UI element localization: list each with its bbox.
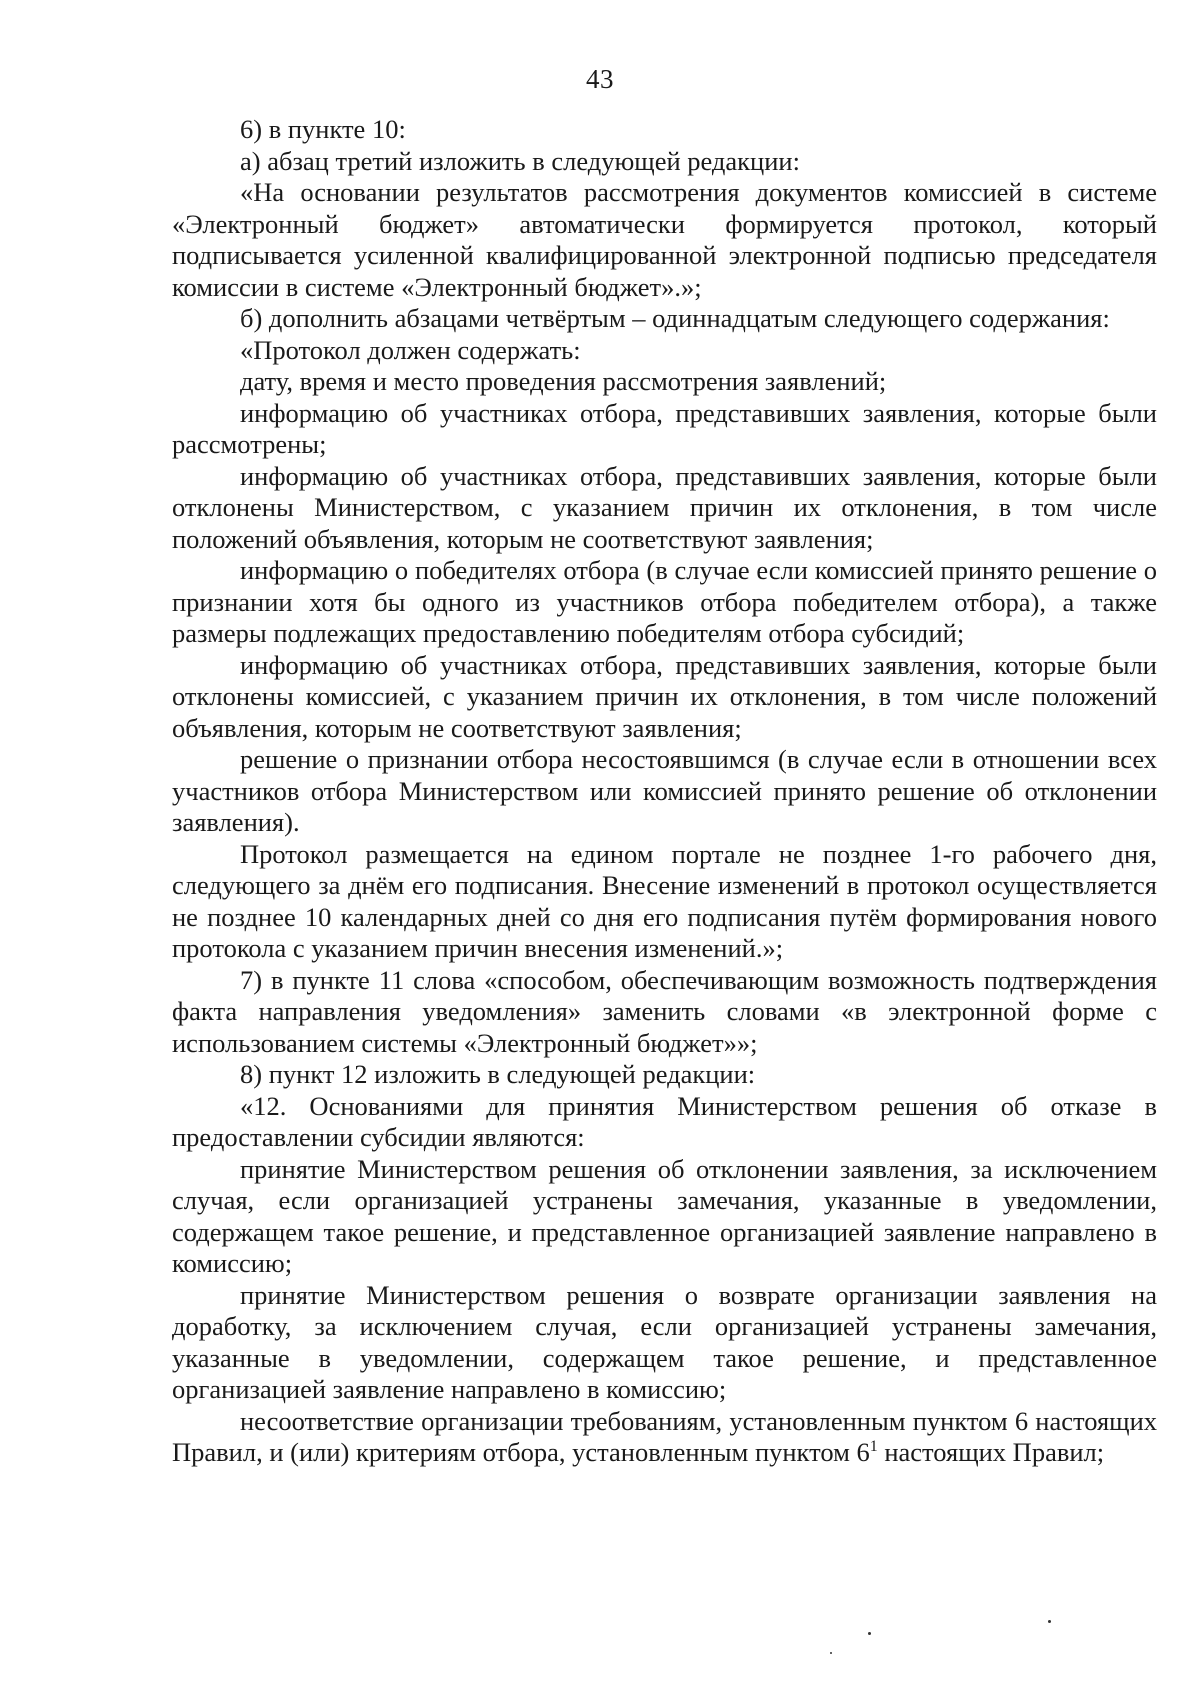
paragraph: а) абзац третий изложить в следующей редакции:: [240, 145, 800, 176]
paragraph-with-superscript: [172, 1406, 1157, 1469]
scan-speck: [1048, 1620, 1051, 1623]
paragraph: информацию об участниках отбора, представивших заявления, которые были отклонены Министерством, с указанием причин их отклонения, в том числе положений объявления, которым не соответствуют заявления;: [172, 460, 1157, 554]
paragraph: 8) пункт 12 изложить в следующей редакции:: [240, 1059, 756, 1089]
paragraph-text-after: настоящих Правил;: [877, 1437, 1105, 1467]
paragraph: дату, время и место проведения рассмотрения заявлений;: [240, 366, 887, 396]
scan-speck: [868, 1632, 871, 1635]
paragraph: принятие Министерством решения о возврате организации заявления на доработку, за исключением случая, если организацией устранены замечания, указанные в уведомлении, содержащем такое решение, и представленное организацией заявление направлено в комиссию;: [172, 1279, 1157, 1404]
paragraph: «Протокол должен содержать:: [240, 334, 581, 365]
paragraph: принятие Министерством решения об отклонении заявления, за исключением случая, если организацией устранены замечания, указанные в уведомлении, содержащем такое решение, и представленное организацией заявление направлено в комиссию;: [172, 1153, 1157, 1278]
paragraph: б) дополнить абзацами четвёртым – одиннадцатым следующего содержания:: [240, 303, 1110, 333]
document-body: [172, 114, 1157, 1469]
paragraph: «На основании результатов рассмотрения документов комиссией в системе «Электронный бюджет» автоматически формируется протокол, который подписывается усиленной квалифицированной электронной подписью председателя комиссии в системе «Электронный бюджет».»;: [172, 177, 1157, 302]
paragraph: информацию об участниках отбора, представивших заявления, которые были отклонены комиссией, с указанием причин их отклонения, в том числе положений объявления, которым не соответствуют заявления;: [172, 649, 1157, 743]
superscript-number: 1: [869, 1438, 878, 1456]
paragraph: 7) в пункте 11 слова «способом, обеспечивающим возможность подтверждения факта направления уведомления» заменить словами «в электронной форме с использованием системы «Электронный бюджет»»;: [172, 964, 1157, 1058]
paragraph: 6) в пункте 10:: [240, 114, 406, 144]
paragraph: информацию об участниках отбора, представивших заявления, которые были рассмотрены;: [172, 397, 1157, 459]
page-number: 43: [586, 64, 614, 94]
paragraph: Протокол размещается на едином портале не позднее 1-го рабочего дня, следующего за днём его подписания. Внесение изменений в протокол осуществляется не позднее 10 календарных дней со дня его подписания путём формирования нового протокола с указанием причин внесения изменений.»;: [172, 838, 1157, 963]
paragraph: «12. Основаниями для принятия Министерством решения об отказе в предоставлении субсидии являются:: [172, 1090, 1157, 1152]
paragraph-text-before: несоответствие организации требованиям, установленным пунктом 6 настоящих Правил, и (или) критериям отбора, установленным пунктом 6: [172, 1405, 1157, 1467]
paragraph: решение о признании отбора несостоявшимся (в случае если в отношении всех участников отбора Министерством или комиссией принято решение об отклонении заявления).: [172, 744, 1157, 837]
scan-speck: [830, 1652, 832, 1654]
paragraph: информацию о победителях отбора (в случае если комиссией принято решение о признании хотя бы одного из участников отбора победителем отбора), а также размеры подлежащих предоставлению победителям отбора субсидий;: [172, 555, 1157, 648]
